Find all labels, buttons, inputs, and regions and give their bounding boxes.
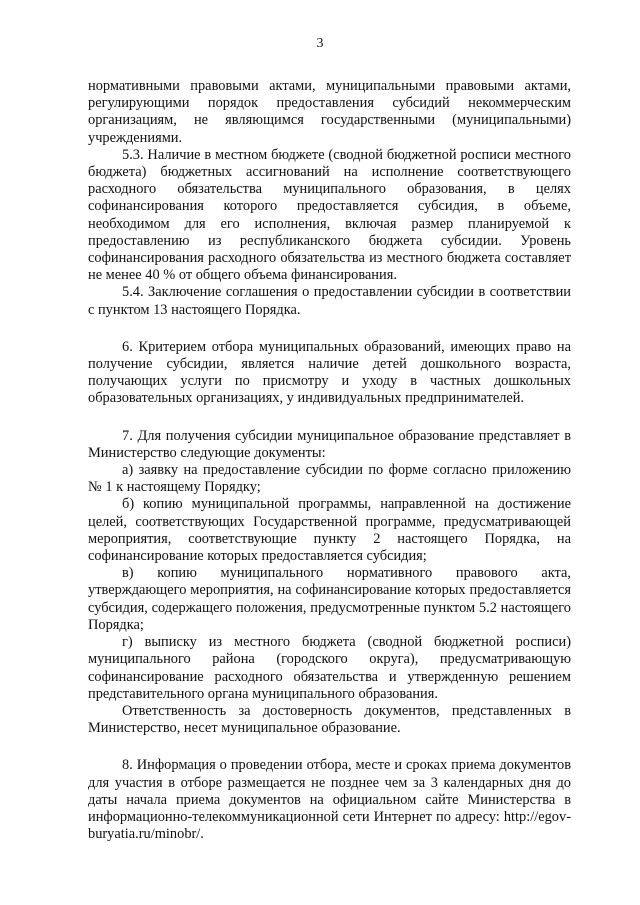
paragraph-7-g: г) выписку из местного бюджета (сводной бюджетной росписи) муниципального района (городского округа), предусматривающую софинансирование расходного обязательства и утвержденную решением представительного органа муниципального образования. bbox=[88, 634, 571, 702]
paragraph-7-b: б) копию муниципальной программы, направленной на достижение целей, соответствующих Государственной программе, предусматривающей мероприятия, соответствующие пункту 2 настоящего Порядка, на софинансирование которых предоставляется субсидия; bbox=[88, 496, 571, 565]
paragraph-5-4: 5.4. Заключение соглашения о предоставлении субсидии в соответствии с пунктом 13 настоящего Порядка. bbox=[88, 284, 571, 318]
paragraph-7: 7. Для получения субсидии муниципальное образование представляет в Министерство следующие документы: bbox=[88, 427, 571, 461]
paragraph-7-v: в) копию муниципального нормативного правового акта, утверждающего мероприятия, на софинансирование которых предоставляется субсидия, содержащего положения, предусмотренные пунктом 5.2 настоящего Порядка; bbox=[88, 565, 571, 633]
paragraph-continuation: нормативными правовыми актами, муниципальными правовыми актами, регулирующими порядок предоставления субсидий некоммерческим организациям, не являющимся государственными (муниципальными) учреждениями. bbox=[88, 78, 571, 146]
paragraph-5-3: 5.3. Наличие в местном бюджете (сводной бюджетной росписи местного бюджета) бюджетных ассигнований на исполнение соответствующего расходного обязательства муниципального образования, в целях софинансирования которого предоставляется субсидия, в объеме, необходимом для его исполнения, включая размер планируемой к предоставлению из республиканского бюджета субсидии. Уровень софинансирования расходного обязательства из местного бюджета составляет не менее 40 % от общего объема финансирования. bbox=[88, 146, 571, 284]
paragraph-7-a: а) заявку на предоставление субсидии по форме согласно приложению № 1 к настоящему Порядку; bbox=[88, 462, 571, 496]
paragraph-responsibility: Ответственность за достоверность документов, представленных в Министерство, несет муниципальное образование. bbox=[88, 702, 571, 737]
document-body bbox=[88, 78, 571, 843]
paragraph-8: 8. Информация о проведении отбора, месте и сроках приема документов для участия в отборе размещается не позднее чем за 3 календарных дня до даты начала приема документов на официальном сайте Министерства в информационно-телекоммуникационной сети Интернет по адресу: http://egov-buryatia.ru/minobr/. bbox=[88, 757, 571, 843]
page-number: 3 bbox=[316, 36, 324, 51]
paragraph-6: 6. Критерием отбора муниципальных образований, имеющих право на получение субсидии, является наличие детей дошкольного возраста, получающих услуги по присмотру и уходу в частных дошкольных образовательных организациях, у индивидуальных предпринимателей. bbox=[88, 338, 571, 407]
